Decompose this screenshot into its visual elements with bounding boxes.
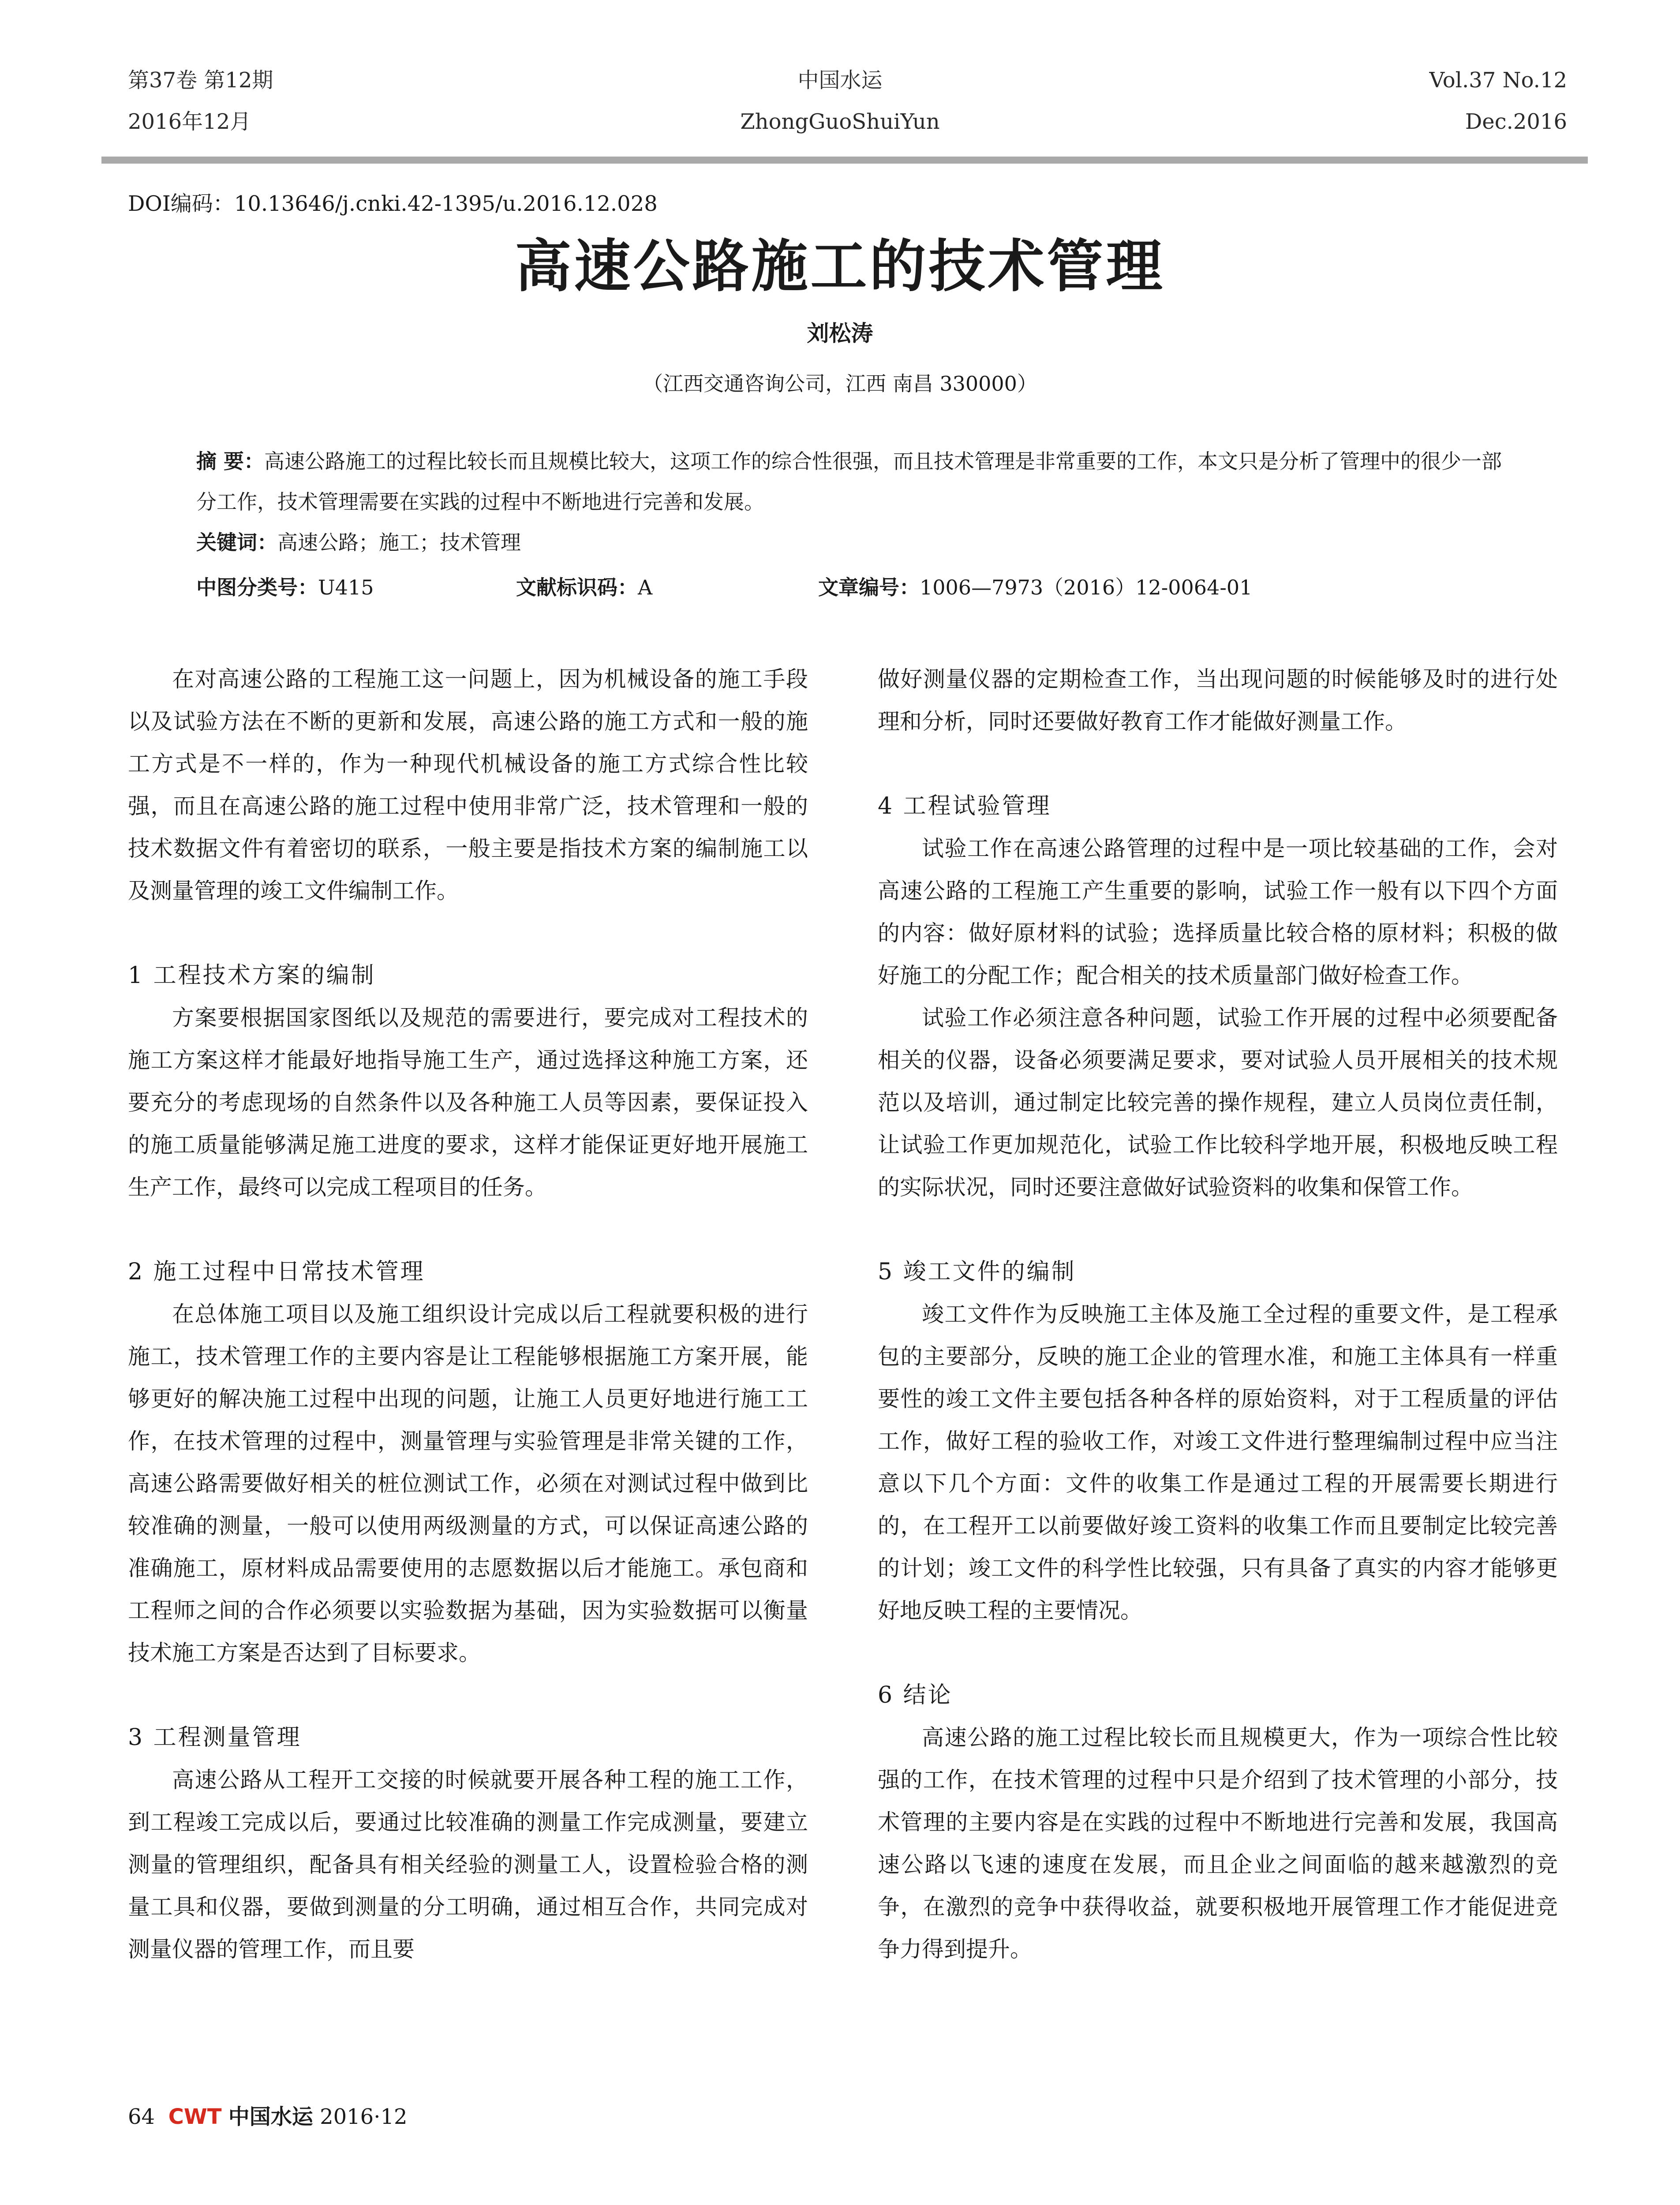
- abstract: [196, 441, 1511, 563]
- doc-code-item: [516, 567, 652, 608]
- abstract-paragraph: [196, 441, 1511, 522]
- keywords: 高速公路；施工；技术管理: [277, 531, 521, 554]
- clc-value: U415: [318, 576, 374, 599]
- section-1-paragraph: 方案要根据国家图纸以及规范的需要进行，要完成对工程技术的施工方案这样才能最好地指导施工生产，通过选择这种施工方案，还要充分的考虑现场的自然条件以及各种施工人员等因素，要保证投入的施工质量能够满足施工进度的要求，这样才能保证更好地开展施工生产工作，最终可以完成工程项目的任务。: [128, 1005, 808, 1200]
- header-date: 2016年12月: [128, 109, 251, 134]
- article-no-item: [818, 567, 1252, 608]
- header-date-en: Dec.2016: [1465, 109, 1567, 134]
- header-volume-issue: 第37卷 第12期: [128, 68, 273, 93]
- section-4-paragraph-2: 试验工作必须注意各种问题，试验工作开展的过程中必须要配备相关的仪器，设备必须要满足要求，要对试验人员开展相关的技术规范以及培训，通过制定比较完善的操作规程，建立人员岗位责任制，让试验工作更加规范化，试验工作比较科学地开展，积极地反映工程的实际状况，同时还要注意做好试验资料的收集和保管工作。: [878, 1005, 1558, 1200]
- article-no-label: 文章编号：: [818, 576, 920, 599]
- section-gap: [128, 1208, 808, 1251]
- doc-code-value: A: [638, 576, 653, 599]
- clc-label: 中图分类号：: [196, 576, 318, 599]
- header-journal-pinyin: ZhongGuoShuiYun: [740, 109, 940, 134]
- abstract-label: 摘 要：: [196, 449, 265, 473]
- section-gap: [878, 1208, 1558, 1251]
- section-2-heading: 2 施工过程中日常技术管理: [128, 1259, 425, 1285]
- section-gap: [878, 743, 1558, 785]
- section-gap: [128, 1674, 808, 1716]
- header-rule: [101, 157, 1588, 164]
- doi: DOI编码：10.13646/j.cnki.42-1395/u.2016.12.028: [128, 191, 658, 216]
- section-3-paragraph: 高速公路从工程开工交接的时候就要开展各种工程的施工工作，到工程竣工完成以后，要通过比较准确的测量工作完成测量，要建立测量的管理组织，配备具有相关经验的测量工人，设置检验合格的测量工具和仪器，要做到测量的分工明确，通过相互合作，共同完成对测量仪器的管理工作，而且要: [128, 1767, 808, 1962]
- clc-item: [196, 567, 374, 608]
- page-number: 64: [128, 2104, 155, 2129]
- section-gap: [878, 1632, 1558, 1674]
- affiliation: （江西交通咨询公司，江西 南昌 330000）: [643, 372, 1037, 396]
- section-gap: [128, 912, 808, 954]
- doc-code-label: 文献标识码：: [516, 576, 638, 599]
- footer-journal-name: 中国水运: [228, 2104, 313, 2129]
- section-1-heading: 1 工程技术方案的编制: [128, 962, 376, 989]
- section-4-paragraph-1: 试验工作在高速公路管理的过程中是一项比较基础的工作，会对高速公路的工程施工产生重要的影响，试验工作一般有以下四个方面的内容：做好原材料的试验；选择质量比较合格的原材料；积极的做好施工的分配工作；配合相关的技术质量部门做好检查工作。: [878, 836, 1558, 988]
- article-no-value: 1006—7973（2016）12-0064-01: [920, 576, 1253, 599]
- header-journal-name: 中国水运: [797, 68, 883, 93]
- keywords-label: 关键词：: [196, 531, 277, 554]
- cwt-logo: CWT: [168, 2104, 222, 2129]
- section-5-paragraph: 竣工文件作为反映施工主体及施工全过程的重要文件，是工程承包的主要部分，反映的施工企业的管理水准，和施工主体具有一样重要性的竣工文件主要包括各种各样的原始资料，对于工程质量的评估工作，做好工程的验收工作，对竣工文件进行整理编制过程中应当注意以下几个方面：文件的收集工作是通过工程的开展需要长期进行的，在工程开工以前要做好竣工资料的收集工作而且要制定比较完善的计划；竣工文件的科学性比较强，只有具备了真实的内容才能够更好地反映工程的主要情况。: [878, 1301, 1558, 1623]
- section-5-heading: 5 竣工文件的编制: [878, 1259, 1076, 1285]
- intro-paragraph: 在对高速公路的工程施工这一问题上，因为机械设备的施工手段以及试验方法在不断的更新和发展，高速公路的施工方式和一般的施工方式是不一样的，作为一种现代机械设备的施工方式综合性比较强，而且在高速公路的施工过程中使用非常广泛，技术管理和一般的技术数据文件有着密切的联系，一般主要是指技术方案的编制施工以及测量管理的竣工文件编制工作。: [128, 666, 808, 904]
- abstract-text: 高速公路施工的过程比较长而且规模比较大，这项工作的综合性很强，而且技术管理是非常重要的工作，本文只是分析了管理中的很少一部分工作，技术管理需要在实践的过程中不断地进行完善和发展。: [196, 449, 1502, 514]
- paper-title: 高速公路施工的技术管理: [515, 234, 1165, 299]
- section-2-paragraph: 在总体施工项目以及施工组织设计完成以后工程就要积极的进行施工，技术管理工作的主要内容是让工程能够根据施工方案开展，能够更好的解决施工过程中出现的问题，让施工人员更好地进行施工工作，在技术管理的过程中，测量管理与实验管理是非常关键的工作，高速公路需要做好相关的桩位测试工作，必须在对测试过程中做到比较准确的测量，一般可以使用两级测量的方式，可以保证高速公路的准确施工，原材料成品需要使用的志愿数据以后才能施工。承包商和工程师之间的合作必须要以实验数据为基础，因为实验数据可以衡量技术施工方案是否达到了目标要求。: [128, 1301, 808, 1666]
- author: 刘松涛: [807, 321, 873, 346]
- section-6-heading: 6 结论: [878, 1682, 953, 1708]
- page-footer: [128, 2103, 408, 2131]
- right-column: [878, 658, 1558, 1970]
- section-4-heading: 4 工程试验管理: [878, 793, 1051, 819]
- section-6-paragraph: 高速公路的施工过程比较长而且规模更大，作为一项综合性比较强的工作，在技术管理的过程中只是介绍到了技术管理的小部分，技术管理的主要内容是在实践的过程中不断地进行完善和发展，我国高速公路以飞速的速度在发展，而且企业之间面临的越来越激烈的竞争，在激烈的竞争中获得收益，就要积极地开展管理工作才能促进竞争力得到提升。: [878, 1725, 1558, 1962]
- header-vol-no: Vol.37 No.12: [1429, 68, 1567, 93]
- section-3-continuation: 做好测量仪器的定期检查工作，当出现问题的时候能够及时的进行处理和分析，同时还要做好教育工作才能做好测量工作。: [878, 666, 1558, 734]
- classification-row: [196, 567, 1511, 608]
- section-3-heading: 3 工程测量管理: [128, 1724, 302, 1751]
- keywords-line: [196, 522, 1511, 563]
- footer-issue: 2016·12: [320, 2104, 408, 2129]
- left-column: [128, 658, 808, 1970]
